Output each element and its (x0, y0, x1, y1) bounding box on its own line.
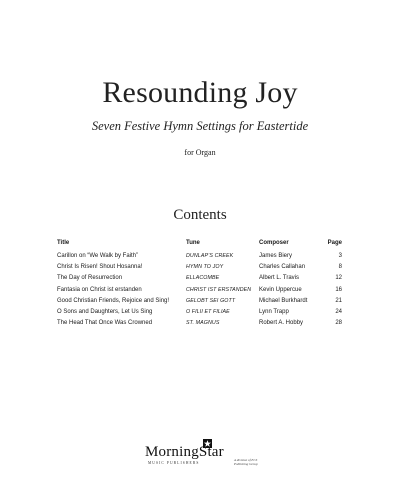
entry-composer: Michael Burkhardt (259, 297, 308, 304)
column-header-tune: Tune (186, 240, 200, 246)
entry-composer: Kevin Uppercue (259, 286, 302, 293)
table-row (57, 318, 342, 329)
entry-page: 21 (335, 297, 342, 304)
contents-header-row (57, 240, 342, 250)
column-header-title: Title (57, 240, 70, 246)
entry-page: 16 (335, 286, 342, 293)
entry-composer: Charles Callahan (259, 263, 306, 270)
entry-title: Fantasia on Christ ist erstanden (57, 286, 142, 293)
entry-tune: O FILII ET FILIAE (186, 309, 230, 316)
publisher-tagline: A division of ECS Publishing Group (234, 458, 258, 466)
publisher-logo (145, 445, 265, 473)
entry-composer: James Biery (259, 252, 293, 259)
document-title: Resounding Joy (102, 76, 298, 109)
entry-composer: Robert A. Hobby (259, 320, 304, 327)
entry-tune: ELLACOMBE (186, 275, 220, 282)
contents-table (57, 240, 342, 329)
entry-page: 28 (335, 320, 342, 327)
table-row (57, 295, 342, 306)
entry-page: 12 (335, 275, 342, 282)
publisher-imprint: MUSIC PUBLISHERS (148, 461, 200, 465)
entry-title: Christ Is Risen! Shout Hosanna! (57, 263, 143, 270)
publisher-name: MorningStar (145, 444, 224, 460)
entry-title: The Head That Once Was Crowned (57, 320, 153, 327)
entry-tune: CHRIST IST ERSTANDEN (186, 286, 252, 293)
column-header-composer: Composer (259, 240, 289, 246)
contents-heading: Contents (173, 207, 227, 223)
table-row (57, 284, 342, 295)
entry-title: Carillon on “We Walk by Faith” (57, 252, 139, 259)
entry-tune: HYMN TO JOY (186, 263, 224, 270)
table-row (57, 273, 342, 284)
entry-composer: Lynn Trapp (259, 309, 289, 316)
entry-title: O Sons and Daughters, Let Us Sing (57, 309, 153, 316)
table-row (57, 306, 342, 317)
entry-tune: ST. MAGNUS (186, 320, 220, 327)
table-row (57, 261, 342, 272)
table-row (57, 250, 342, 261)
entry-page: 8 (338, 263, 342, 270)
entry-title: Good Christian Friends, Rejoice and Sing! (57, 297, 170, 304)
entry-page: 3 (338, 252, 342, 259)
entry-tune: GELOBT SEI GOTT (186, 297, 236, 304)
entry-page: 24 (335, 309, 342, 316)
entry-composer: Albert L. Travis (259, 275, 300, 282)
column-header-page: Page (327, 240, 342, 246)
entry-title: The Day of Resurrection (57, 275, 123, 282)
document-subtitle: Seven Festive Hymn Settings for Eastertide (91, 119, 309, 133)
entry-tune: DUNLAP’S CREEK (186, 252, 234, 259)
instrument-label: for Organ (184, 148, 216, 157)
